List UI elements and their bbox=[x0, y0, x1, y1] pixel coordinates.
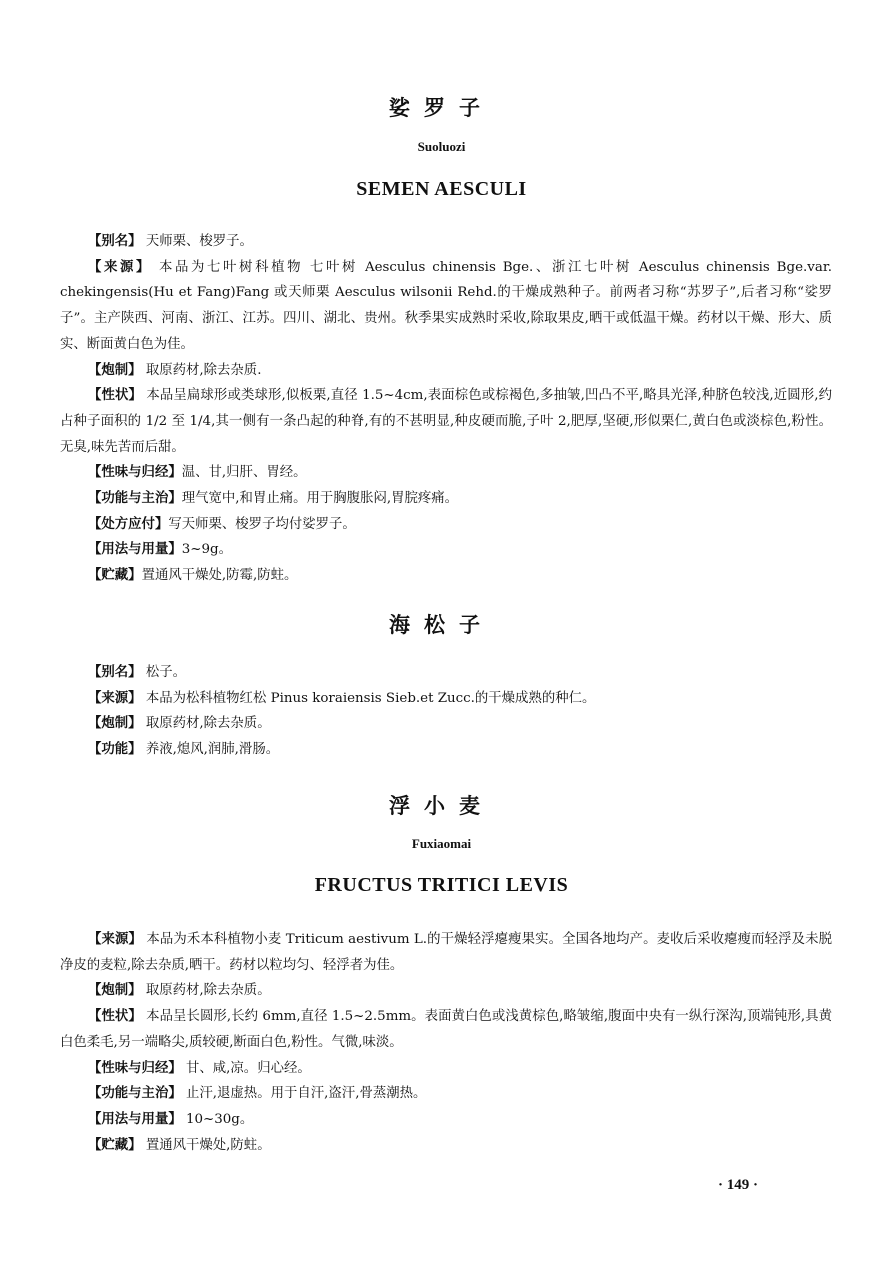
entry-body-suoluozi bbox=[60, 229, 832, 589]
paragraph-alias: 【别名】 松子。 bbox=[88, 665, 186, 680]
paragraph-function: 【功能与主治】理气宽中,和胃止痛。用于胸腹胀闷,胃脘疼痛。 bbox=[88, 491, 459, 507]
entry-latin-fuxiaomai: FRUCTUS TRITICI LEVIS bbox=[314, 874, 569, 896]
paragraph-description: 【性状】 本品呈长圆形,长约 6mm,直径 1.5~2.5mm。表面黄白色或浅黄棕色,略皱缩,腹面中央有一纵行深沟,顶端钝形,具黄白色柔毛,另一端略尖,质较硬,断面白色,粉性。气微,味淡。 bbox=[60, 1009, 832, 1050]
paragraph-source: 【来源】 本品为七叶树科植物 七叶树 Aesculus chinensis Bge.、浙江七叶树 Aesculus chinensis Bge.var. chekingensis(Hu et Fang)Fang 或天师栗 Aesculus wilsonii Rehd.的干燥成熟种子。前两者习称“苏罗子”,后者习称“娑罗子”。主产陕西、河南、浙江、江苏。四川、湖北、贵州。秋季果实成熟时采收,除取果皮,晒干或低温干燥。药材以干燥、形大、质实、断面黄白色为佳。 bbox=[60, 259, 832, 352]
entry-body-haisongzi bbox=[60, 660, 832, 763]
entry-pinyin-suoluozi: Suoluozi bbox=[417, 139, 466, 154]
entry-title-fuxiaomai: 浮小麦 bbox=[389, 794, 494, 818]
paragraph-description: 【性状】 本品呈扁球形或类球形,似板栗,直径 1.5~4cm,表面棕色或棕褐色,多抽皱,凹凸不平,略具光泽,种脐色较浅,近圆形,约占种子面积的 1/2 至 1/4,其一侧有一条凸起的种脊,有的不甚明显,种皮硬而脆,子叶 2,肥厚,坚硬,形似栗仁,黄白色或淡棕色,粉性。无臭,味先苦而后甜。 bbox=[60, 388, 832, 455]
paragraph-function: 【功能与主治】 止汗,退虚热。用于自汗,盗汗,骨蒸潮热。 bbox=[88, 1086, 427, 1102]
entry-latin-suoluozi: SEMEN AESCULI bbox=[356, 178, 527, 200]
paragraph-storage: 【贮藏】 置通风干燥处,防蛀。 bbox=[88, 1137, 271, 1153]
paragraph-alias: 【别名】 天师栗、梭罗子。 bbox=[88, 234, 253, 249]
paragraph-prescription: 【处方应付】写天师栗、梭罗子均付娑罗子。 bbox=[88, 516, 356, 532]
paragraph-function: 【功能】 养液,熄风,润肺,滑肠。 bbox=[88, 742, 280, 758]
page-number: · 149 · bbox=[718, 1177, 759, 1193]
paragraph-dosage: 【用法与用量】3~9g。 bbox=[88, 542, 232, 558]
paragraph-processing: 【炮制】 取原药材,除去杂质。 bbox=[88, 716, 271, 732]
entry-pinyin-fuxiaomai: Fuxiaomai bbox=[411, 836, 472, 851]
paragraph-source: 【来源】 本品为松科植物红松 Pinus koraiensis Sieb.et Zucc.的干燥成熟的种仁。 bbox=[88, 690, 596, 706]
paragraph-nature-meridian: 【性味与归经】 甘、咸,凉。归心经。 bbox=[88, 1060, 311, 1076]
paragraph-dosage: 【用法与用量】 10~30g。 bbox=[88, 1111, 254, 1127]
paragraph-storage: 【贮藏】置通风干燥处,防霉,防蛀。 bbox=[88, 568, 298, 584]
entry-title-suoluozi: 娑罗子 bbox=[389, 96, 494, 120]
paragraph-processing: 【炮制】 取原药材,除去杂质。 bbox=[88, 983, 271, 999]
entry-body-fuxiaomai bbox=[60, 927, 832, 1158]
paragraph-processing: 【炮制】 取原药材,除去杂质. bbox=[88, 362, 262, 378]
entry-title-haisongzi: 海松子 bbox=[389, 613, 494, 637]
paragraph-source: 【来源】 本品为禾本科植物小麦 Triticum aestivum L.的干燥轻浮瘪瘦果实。全国各地均产。麦收后采收瘪瘦而轻浮及未脱净皮的麦粒,除去杂质,晒干。药材以粒均匀、轻浮者为佳。 bbox=[60, 932, 832, 973]
paragraph-nature-meridian: 【性味与归经】温、甘,归肝、胃经。 bbox=[88, 465, 307, 481]
